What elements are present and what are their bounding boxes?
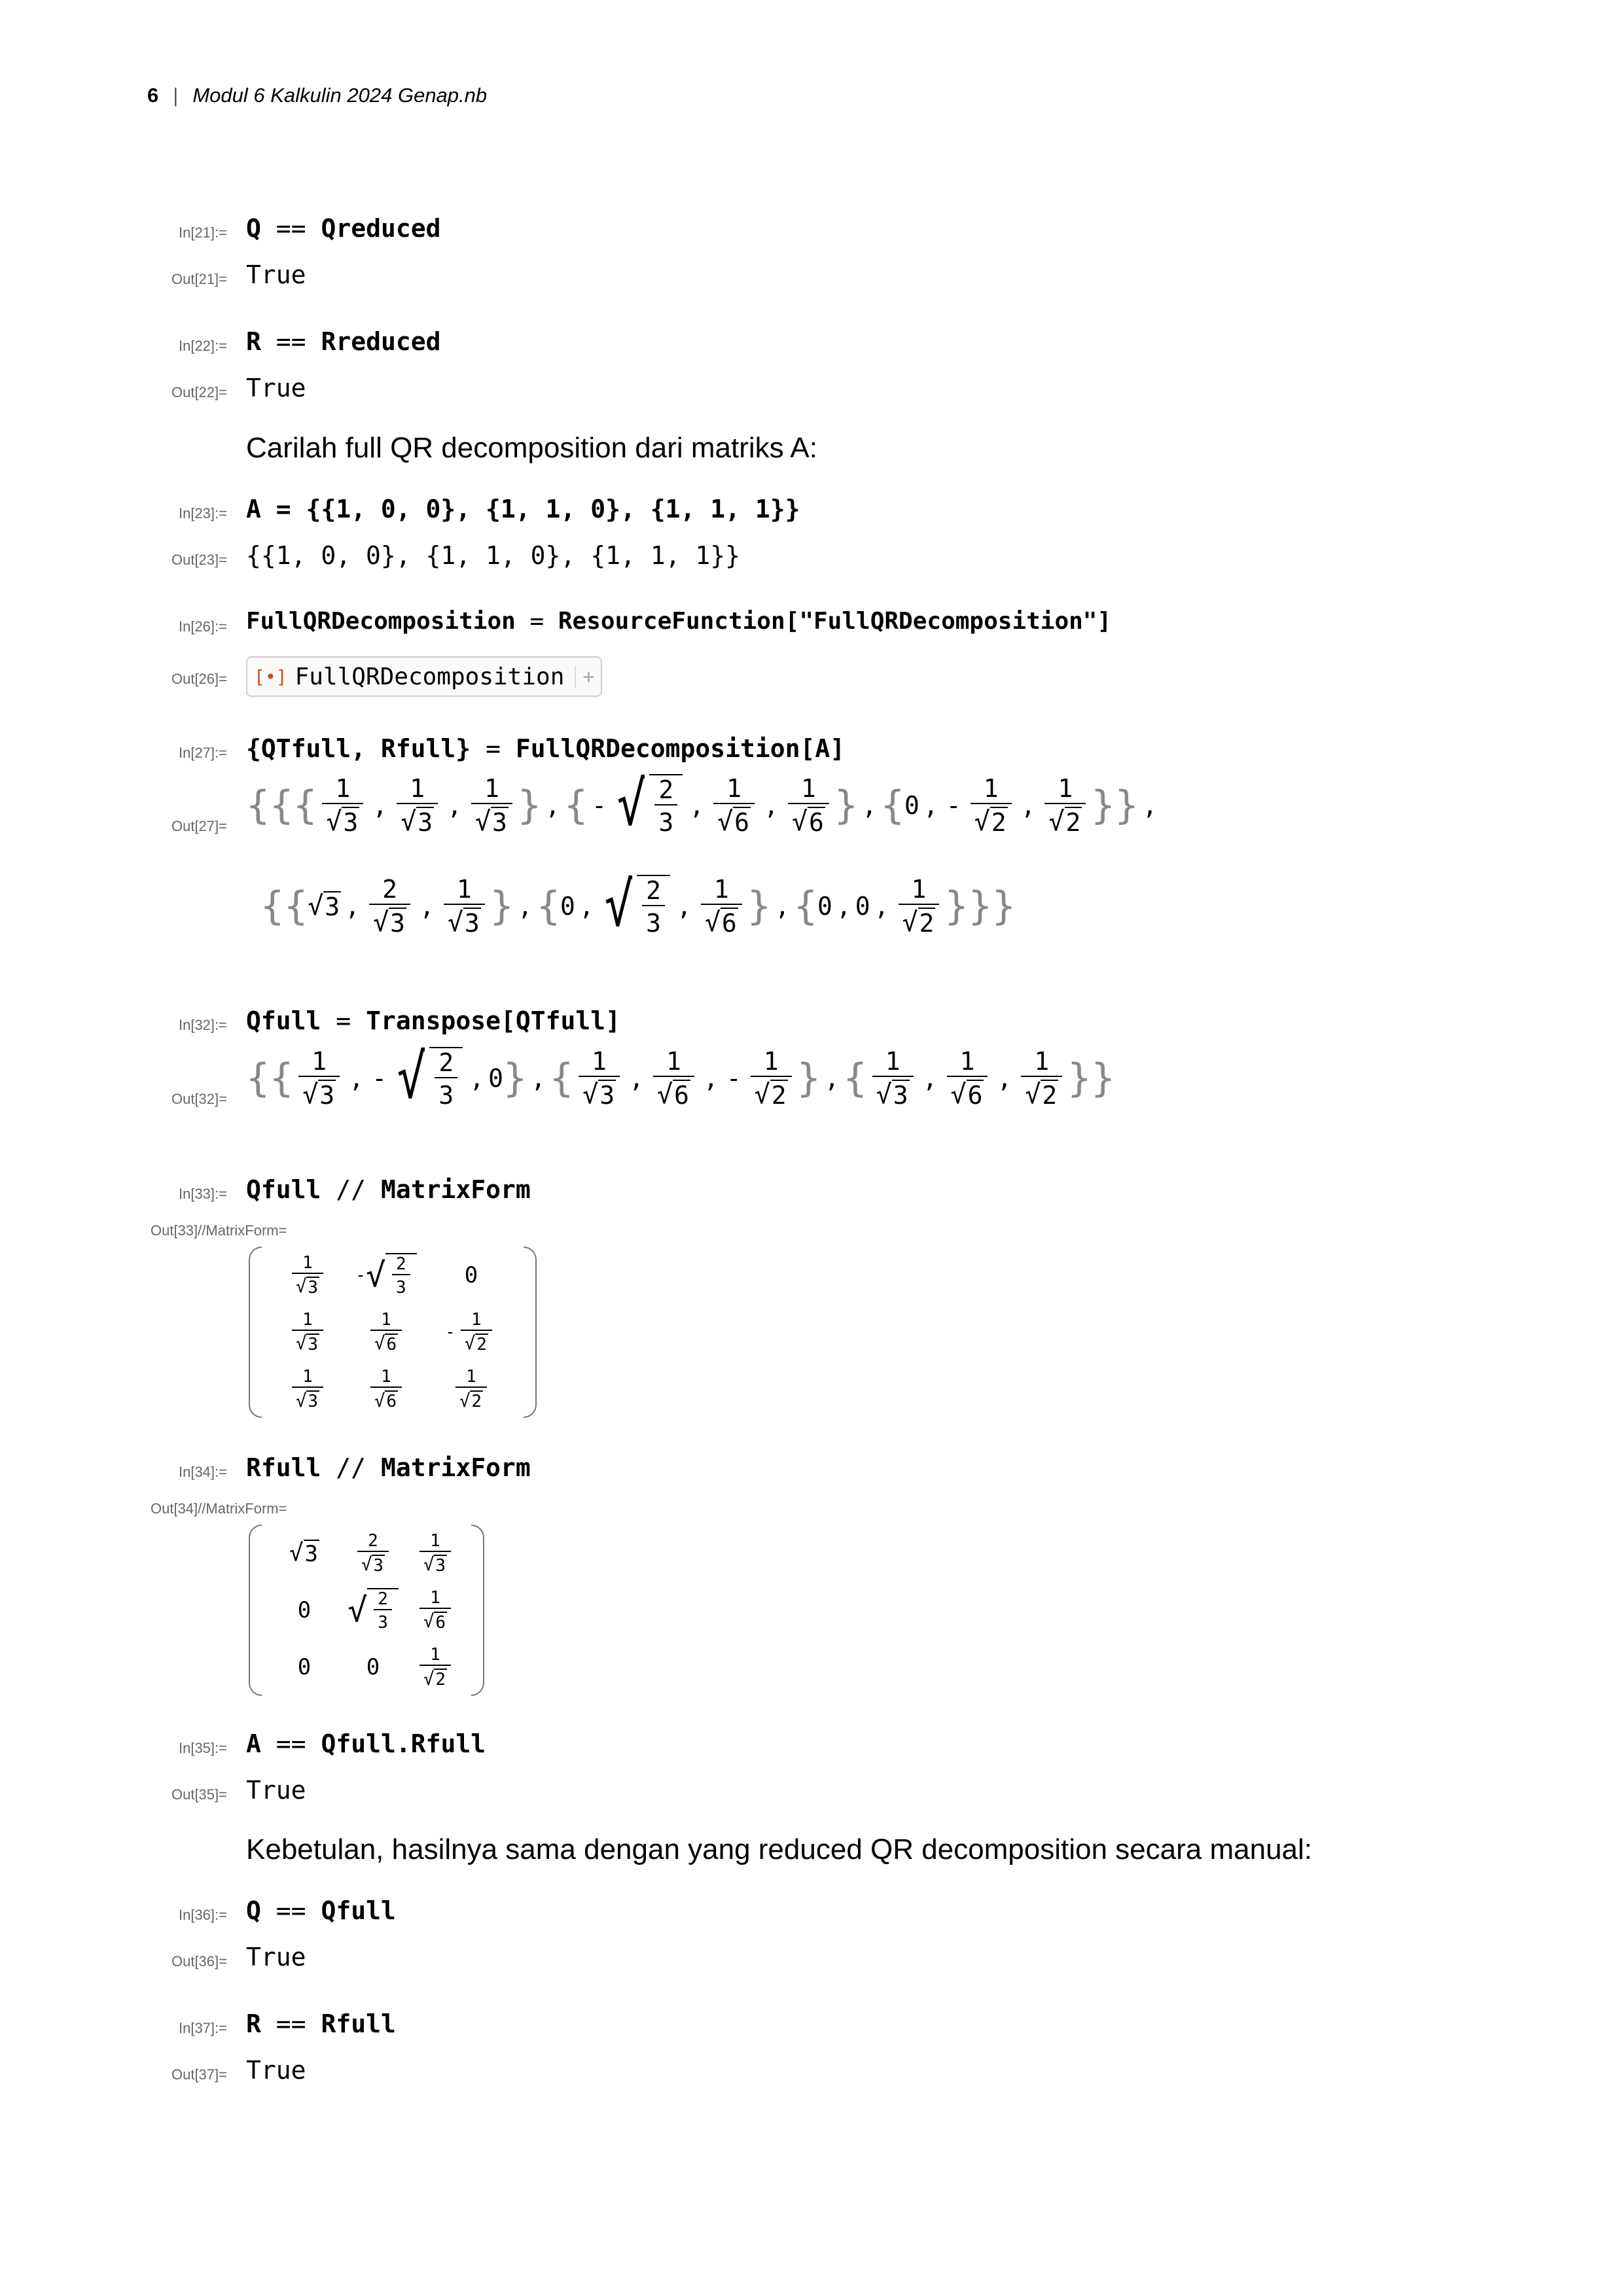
left-paren (249, 1525, 262, 1696)
in-label: In[21]:= (178, 224, 227, 241)
in-label: In[36]:= (178, 1907, 227, 1923)
input-cell[interactable]: Rfull // MatrixForm (246, 1453, 531, 1482)
output-cell: {{1, 0, 0}, {1, 1, 0}, {1, 1, 1}} (246, 541, 740, 570)
out-label: Out[33]//MatrixForm= (151, 1222, 287, 1239)
out-label: Out[23]= (171, 552, 227, 568)
r-matrix: √ 3 2 √ 3 1 √ 3 0 √ $\frac{2}{3}$ 1 √ 6 0 0 1 √ 2 (249, 1525, 484, 1696)
in-label: In[37]:= (178, 2020, 227, 2036)
output-cell: True (246, 260, 306, 289)
out-label: Out[21]= (171, 271, 227, 287)
page-header (147, 84, 487, 107)
text-cell: Kebetulan, hasilnya sama dengan yang reduced QR decomposition secara manual: (246, 1833, 1313, 1865)
resource-function-icon: [•] (254, 665, 287, 688)
in-label: In[26]:= (178, 618, 227, 635)
output-cell: True (246, 2056, 306, 2085)
out-label: Out[32]= (171, 1091, 227, 1107)
expand-icon[interactable]: + (575, 665, 594, 688)
out-label: Out[34]//MatrixForm= (151, 1500, 287, 1517)
input-cell[interactable]: FullQRDecomposition = ResourceFunction["FullQRDecomposition"] (246, 608, 1112, 635)
out-label: Out[35]= (171, 1786, 227, 1803)
in-label: In[23]:= (178, 505, 227, 521)
input-cell[interactable]: Q == Qreduced (246, 214, 441, 243)
output-cell: True (246, 374, 306, 402)
output-cell: True (246, 1776, 306, 1805)
output-math-line: { { 1 √ 3 , - √ $\frac{2}{3}$ , 0 } , { 1 √ 3 , 1 √ 6 , - 1 √ 2 } , { 1 √ 3 , 1 √ 6 , 1 √ 2 } } (246, 1042, 1115, 1112)
left-paren (249, 1246, 262, 1418)
out-label: Out[36]= (171, 1953, 227, 1969)
in-label: In[22]:= (178, 338, 227, 354)
in-label: In[35]:= (178, 1740, 227, 1756)
input-cell[interactable]: A == Qfull.Rfull (246, 1729, 486, 1758)
input-cell[interactable]: R == Rfull (246, 2009, 396, 2038)
input-cell[interactable]: Q == Qfull (246, 1896, 396, 1925)
right-paren (471, 1525, 484, 1696)
in-label: In[32]:= (178, 1017, 227, 1033)
page-number: 6 (147, 84, 159, 107)
in-label: In[34]:= (178, 1464, 227, 1480)
input-cell[interactable]: Qfull // MatrixForm (246, 1175, 531, 1204)
right-paren (524, 1246, 537, 1418)
input-cell[interactable]: {QTfull, Rfull} = FullQRDecomposition[A] (246, 734, 846, 763)
output-math-line: { { √ 3 , 2 √ 3 , 1 √ 3 } , { 0 , √ $\frac{2}{3}$ , 1 √ 6 } , { 0 , 0 , 1 √ 2 } } } (260, 870, 1016, 940)
input-cell[interactable]: A = {{1, 0, 0}, {1, 1, 0}, {1, 1, 1}} (246, 495, 800, 523)
output-math-line: { { { 1 √ 3 , 1 √ 3 , 1 √ 3 } , { - √ $\frac{2}{3}$ , 1 √ 6 , 1 √ 6 } , { 0 , - 1 √ 2 , 1 √ 2 } } , (246, 769, 1158, 839)
header-separator: | (173, 84, 179, 107)
resource-function-name: FullQRDecomposition (294, 663, 565, 690)
text-cell: Carilah full QR decomposition dari matriks A: (246, 432, 817, 464)
input-cell[interactable]: R == Rreduced (246, 327, 441, 356)
resource-function-box[interactable] (246, 656, 602, 697)
out-label: Out[27]= (171, 818, 227, 834)
output-cell: True (246, 1943, 306, 1971)
out-label: Out[37]= (171, 2066, 227, 2083)
out-label: Out[26]= (171, 671, 227, 687)
notebook-title: Modul 6 Kalkulin 2024 Genap.nb (192, 84, 488, 107)
input-cell[interactable]: Qfull = Transpose[QTfull] (246, 1006, 620, 1035)
out-label: Out[22]= (171, 384, 227, 400)
in-label: In[33]:= (178, 1186, 227, 1202)
q-matrix: 1 √ 3 - √ $\frac{2}{3}$ 0 1 √ 3 1 √ 6 - 1 √ 2 1 √ 3 1 √ 6 1 √ 2 (249, 1246, 537, 1418)
in-label: In[27]:= (178, 745, 227, 761)
